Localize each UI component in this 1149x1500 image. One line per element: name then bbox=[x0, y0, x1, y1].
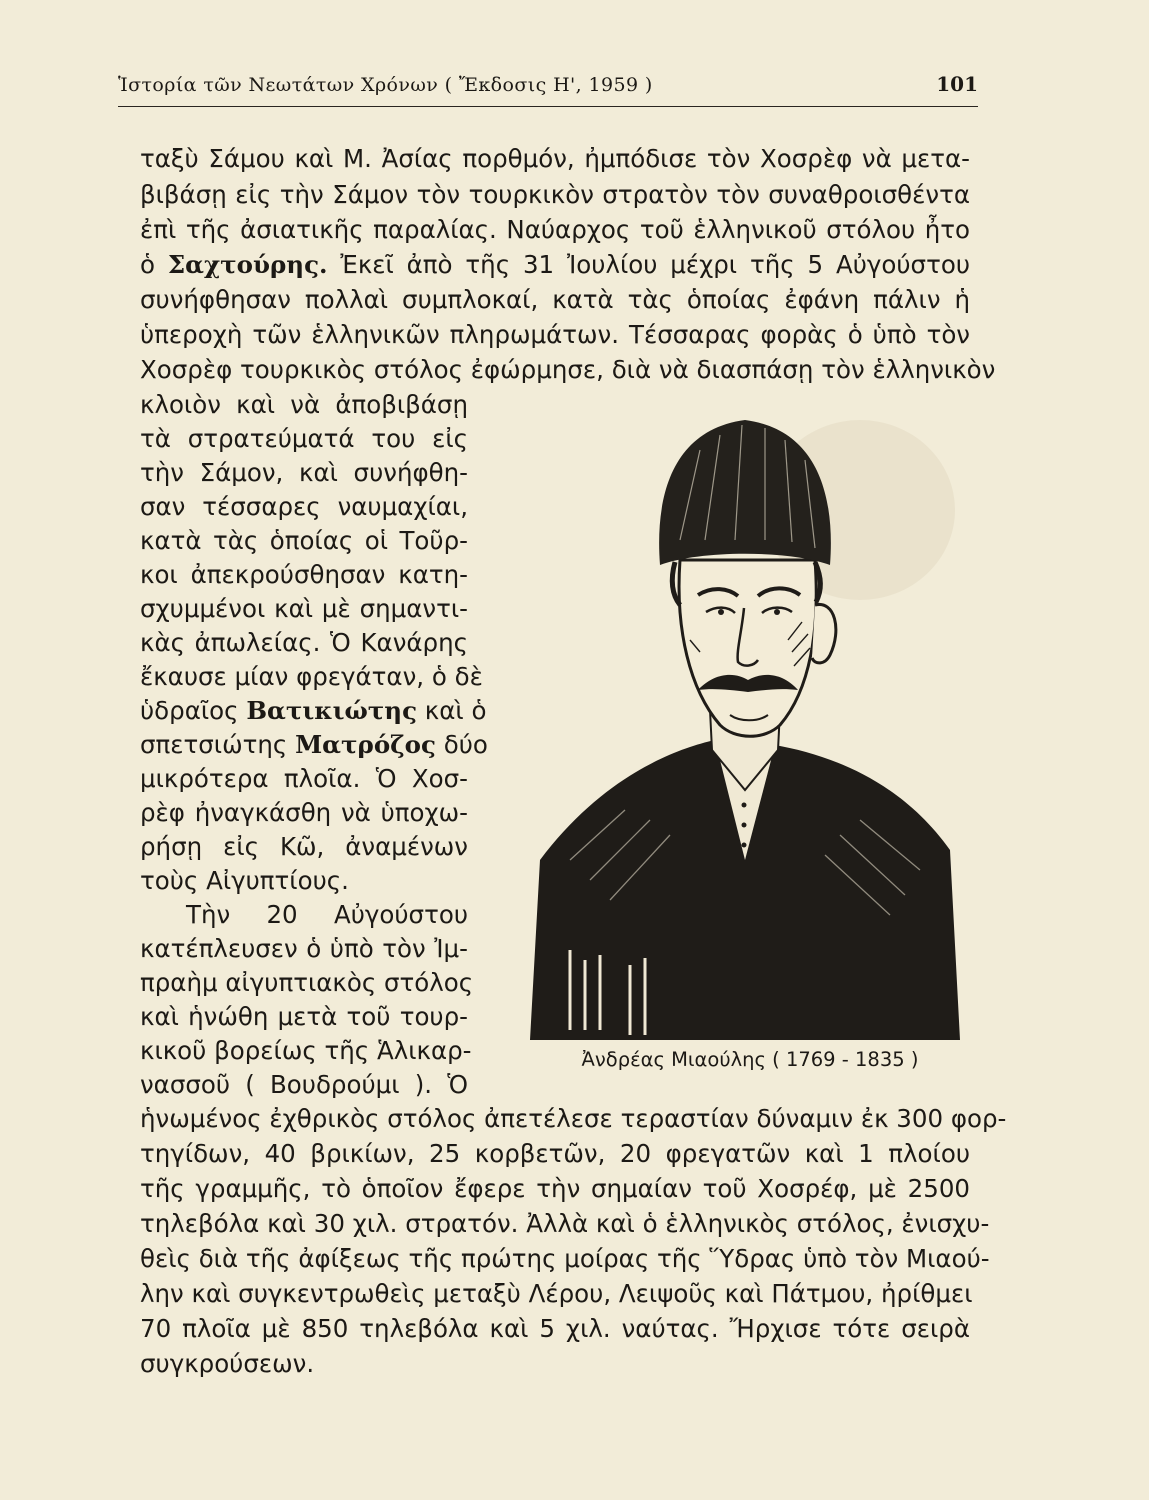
text-line: τηγίδων, 40 βρικίων, 25 κορβετῶν, 20 φρεγατῶν καὶ 1 πλοίου bbox=[140, 1139, 970, 1168]
text-line: νασσοῦ ( Βουδρούμι ). Ὁ bbox=[140, 1070, 468, 1099]
running-header bbox=[118, 70, 978, 107]
text-span: σπετσιώτης bbox=[140, 730, 296, 759]
page-number: 101 bbox=[936, 72, 978, 96]
text-line: συγκρούσεων. bbox=[140, 1349, 315, 1378]
text-line: τηλεβόλα καὶ 30 χιλ. στρατόν. Ἀλλὰ καὶ ὁ ἑλληνικὸς στόλος, ἐνισχυ- bbox=[140, 1209, 990, 1238]
text-span: ὁ bbox=[140, 250, 168, 279]
text-line: τοὺς Αἰγυπτίους. bbox=[140, 866, 349, 895]
text-line: μικρότερα πλοῖα. Ὁ Χοσ- bbox=[140, 764, 468, 793]
text-line: κατέπλευσεν ὁ ὑπὸ τὸν Ἰμ- bbox=[140, 934, 468, 963]
text-line: ὑπεροχὴ τῶν ἑλληνικῶν πληρωμάτων. Τέσσαρας φορὰς ὁ ὑπὸ τὸν bbox=[140, 320, 970, 349]
text-line: βιβάσῃ εἰς τὴν Σάμον τὸν τουρκικὸν στρατὸν τὸν συναθροισθέντα bbox=[140, 180, 970, 209]
text-line bbox=[140, 727, 488, 763]
text-line: τὴν Σάμον, καὶ συνήφθη- bbox=[140, 458, 468, 487]
name-vatikiotis: Βατικιώτης bbox=[246, 696, 417, 725]
text-line: κὰς ἀπωλείας. Ὁ Κανάρης bbox=[140, 628, 468, 657]
text-line: θεὶς διὰ τῆς ἀφίξεως τῆς πρώτης μοίρας τῆς Ὕδρας ὑπὸ τὸν Μιαού- bbox=[140, 1244, 990, 1273]
text-line: σαν τέσσαρες ναυμαχίαι, bbox=[140, 492, 468, 521]
text-span: δύο bbox=[435, 730, 488, 759]
name-sachtouris: Σαχτούρης. bbox=[167, 250, 328, 279]
text-line: τὰ στρατεύματά του εἰς bbox=[140, 424, 468, 453]
text-line: τῆς γραμμῆς, τὸ ὁποῖον ἔφερε τὴν σημαίαν τοῦ Χοσρέφ, μὲ 2500 bbox=[140, 1174, 970, 1203]
text-line: πραὴμ αἰγυπτιακὸς στόλος bbox=[140, 968, 474, 997]
text-line: συνήφθησαν πολλαὶ συμπλοκαί, κατὰ τὰς ὁποίας ἐφάνη πάλιν ἡ bbox=[140, 285, 970, 314]
text-line: ἔκαυσε μίαν φρεγάταν, ὁ δὲ bbox=[140, 662, 483, 691]
text-line bbox=[140, 693, 487, 729]
text-line bbox=[140, 247, 970, 283]
text-line: ρήσῃ εἰς Κῶ, ἀναμένων bbox=[140, 832, 468, 861]
text-line: κικοῦ βορείως τῆς Ἁλικαρ- bbox=[140, 1036, 472, 1065]
text-span: καὶ ὁ bbox=[417, 696, 487, 725]
portrait-caption: Ἀνδρέας Μιαούλης ( 1769 - 1835 ) bbox=[581, 1048, 919, 1071]
portrait-engraving bbox=[530, 390, 960, 1040]
text-line: 70 πλοῖα μὲ 850 τηλεβόλα καὶ 5 χιλ. ναύτας. Ἤρχισε τότε σειρὰ bbox=[140, 1314, 970, 1343]
running-title: Ἱστορία τῶν Νεωτάτων Χρόνων ( Ἔκδοσις Η', 1959 ) bbox=[118, 74, 653, 96]
text-line: καὶ ἡνώθη μετὰ τοῦ τουρ- bbox=[140, 1002, 468, 1031]
text-line: ἐπὶ τῆς ἀσιατικῆς παραλίας. Ναύαρχος τοῦ ἑλληνικοῦ στόλου ἦτο bbox=[140, 215, 970, 244]
text-line: κατὰ τὰς ὁποίας οἱ Τοῦρ- bbox=[140, 526, 468, 555]
text-line: Χοσρὲφ τουρκικὸς στόλος ἐφώρμησε, διὰ νὰ διασπάσῃ τὸν ἑλληνικὸν bbox=[140, 355, 996, 384]
text-line: κοι ἀπεκρούσθησαν κατη- bbox=[140, 560, 468, 589]
name-matrozos: Ματρόζος bbox=[295, 730, 436, 759]
text-line: Τὴν 20 Αὐγούστου bbox=[186, 900, 468, 929]
text-line: σχυμμένοι καὶ μὲ σημαντι- bbox=[140, 594, 468, 623]
text-span: ὑδραῖος bbox=[140, 696, 247, 725]
text-line: ταξὺ Σάμου καὶ Μ. Ἀσίας πορθμόν, ἠμπόδισε τὸν Χοσρὲφ νὰ μετα- bbox=[140, 144, 970, 173]
text-span: Ἐκεῖ ἀπὸ τῆς 31 Ἰουλίου μέχρι τῆς 5 Αὐγούστου bbox=[327, 250, 970, 279]
text-line: λην καὶ συγκεντρωθεὶς μεταξὺ Λέρου, Λειψοῦς καὶ Πάτμου, ἠρίθμει bbox=[140, 1279, 973, 1308]
text-line: ρὲφ ἠναγκάσθη νὰ ὑποχω- bbox=[140, 798, 468, 827]
text-line: ἡνωμένος ἐχθρικὸς στόλος ἀπετέλεσε τεραστίαν δύναμιν ἐκ 300 φορ- bbox=[140, 1104, 1007, 1133]
text-line: κλοιὸν καὶ νὰ ἀποβιβάσῃ bbox=[140, 390, 468, 419]
